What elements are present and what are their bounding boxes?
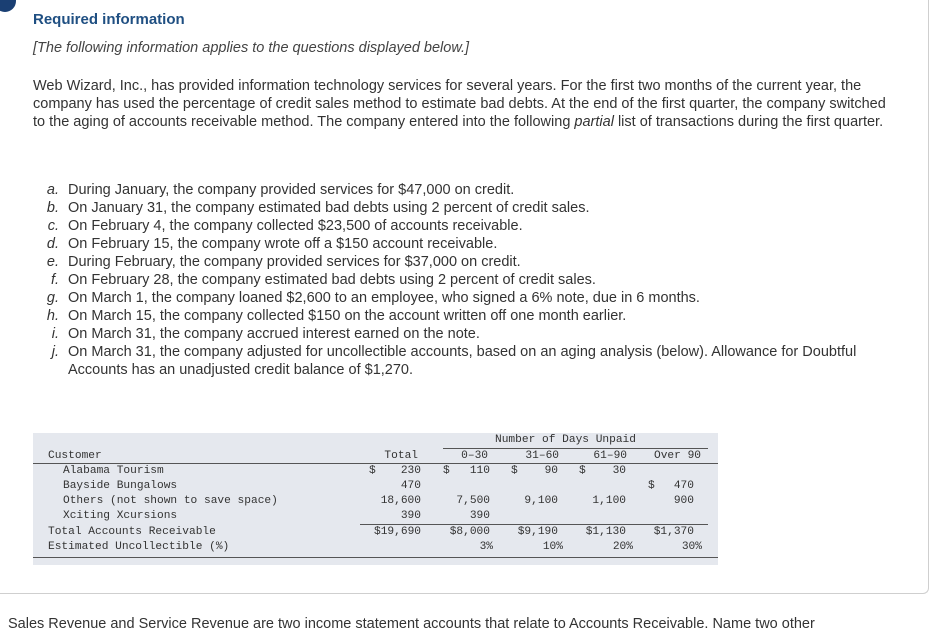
transaction-item	[33, 307, 893, 325]
transaction-marker: e.	[46, 254, 59, 270]
transaction-marker: j.	[51, 344, 59, 360]
transaction-item	[33, 181, 893, 199]
transaction-item	[33, 199, 893, 217]
transaction-item	[33, 271, 893, 289]
transaction-marker: d.	[46, 236, 59, 252]
transaction-item	[33, 253, 893, 271]
transaction-marker: b.	[46, 200, 59, 216]
transaction-text: On January 31, the company estimated bad debts using 2 percent of credit sales.	[68, 200, 590, 216]
transaction-marker: g.	[46, 290, 59, 306]
next-question-text: Sales Revenue and Service Revenue are two income statement accounts that relate to Accounts Receivable. Name two other	[8, 616, 815, 632]
transaction-item	[33, 217, 893, 235]
aging-schedule-table	[33, 433, 718, 565]
cell-0-30: 390	[469, 510, 490, 522]
transaction-marker: c.	[47, 218, 59, 234]
panel-corner-badge	[0, 0, 16, 12]
cell-0-30: 110	[469, 465, 490, 477]
rate-0-30: 3%	[479, 541, 493, 553]
col-0-30-header: 0–30	[461, 450, 488, 462]
cell-61-90: 1,100	[592, 495, 626, 507]
transaction-marker: f.	[50, 272, 59, 288]
transaction-marker: a.	[46, 182, 59, 198]
total-cell: 18,600	[380, 495, 421, 507]
transaction-list	[33, 181, 893, 379]
cell-over-90: 470	[673, 480, 694, 492]
transaction-text: On March 1, the company loaned $2,600 to an employee, who signed a 6% note, due in 6 months.	[68, 290, 700, 306]
col-over-90-header: Over 90	[654, 450, 701, 462]
required-information-heading: Required information	[33, 11, 185, 28]
currency-sign: $	[369, 465, 376, 477]
cell-31-60: 9,100	[524, 495, 558, 507]
currency-sign: $	[579, 465, 586, 477]
transaction-marker: i.	[51, 326, 59, 342]
instruction-note: [The following information applies to the questions displayed below.]	[33, 40, 470, 56]
transaction-text: On February 15, the company wrote off a $150 account receivable.	[68, 236, 498, 252]
transaction-marker: h.	[46, 308, 59, 324]
transaction-text: On March 15, the company collected $150 on the account written off one month earlier.	[68, 308, 627, 324]
cell-over-90: $1,370	[653, 526, 694, 538]
days-unpaid-group-header: Number of Days Unpaid	[495, 434, 636, 446]
transaction-text: On March 31, the company accrued interest earned on the note.	[68, 326, 480, 342]
customer-column-header: Customer	[48, 450, 102, 462]
rate-31-60: 10%	[542, 541, 563, 553]
cell-31-60: 90	[544, 465, 558, 477]
cell-0-30: $8,000	[449, 526, 490, 538]
col-61-90-header: 61–90	[593, 450, 627, 462]
transaction-text: On March 31, the company adjusted for uncollectible accounts, based on an aging analysis (below). Allowance for Doubtful Accounts has an unadjusted credit balance of $1,270.	[68, 344, 857, 378]
cell-0-30: 7,500	[456, 495, 490, 507]
transaction-text: During February, the company provided services for $37,000 on credit.	[68, 254, 521, 270]
cell-31-60: $9,190	[517, 526, 558, 538]
currency-sign: $	[443, 465, 450, 477]
cell-61-90: $1,130	[585, 526, 626, 538]
transaction-text: During January, the company provided services for $47,000 on credit.	[68, 182, 515, 198]
total-column-header: Total	[384, 450, 418, 462]
transaction-item	[33, 343, 893, 379]
total-row-label: Total Accounts Receivable	[48, 526, 216, 538]
rate-over-90: 30%	[681, 541, 702, 553]
transaction-item	[33, 235, 893, 253]
currency-sign: $	[648, 480, 655, 492]
customer-name: Xciting Xcursions	[63, 510, 178, 522]
cell-over-90: 900	[673, 495, 694, 507]
rate-61-90: 20%	[612, 541, 633, 553]
estimated-row-label: Estimated Uncollectible (%)	[48, 541, 230, 553]
currency-sign: $	[511, 465, 518, 477]
problem-intro: Web Wizard, Inc., has provided information technology services for several years. For the first two months of the current year, the company has used the percentage of credit sales method to estimate bad debts. At the end of the first quarter, the company switched to the aging of accounts receivable method. The company entered into the following partial list of transactions during the first quarter.	[33, 78, 886, 130]
customer-name: Bayside Bungalows	[63, 480, 178, 492]
transaction-text: On February 4, the company collected $23,500 of accounts receivable.	[68, 218, 523, 234]
transaction-text: On February 28, the company estimated bad debts using 2 percent of credit sales.	[68, 272, 596, 288]
transaction-item	[33, 325, 893, 343]
total-cell: 390	[400, 510, 421, 522]
total-cell: 470	[400, 480, 421, 492]
customer-name: Others (not shown to save space)	[63, 495, 278, 507]
total-cell: $19,690	[374, 526, 421, 538]
total-cell: 230	[400, 465, 421, 477]
transaction-item	[33, 289, 893, 307]
customer-name: Alabama Tourism	[63, 465, 164, 477]
cell-61-90: 30	[612, 465, 626, 477]
col-31-60-header: 31–60	[525, 450, 559, 462]
table-bottom-rule	[33, 557, 718, 558]
